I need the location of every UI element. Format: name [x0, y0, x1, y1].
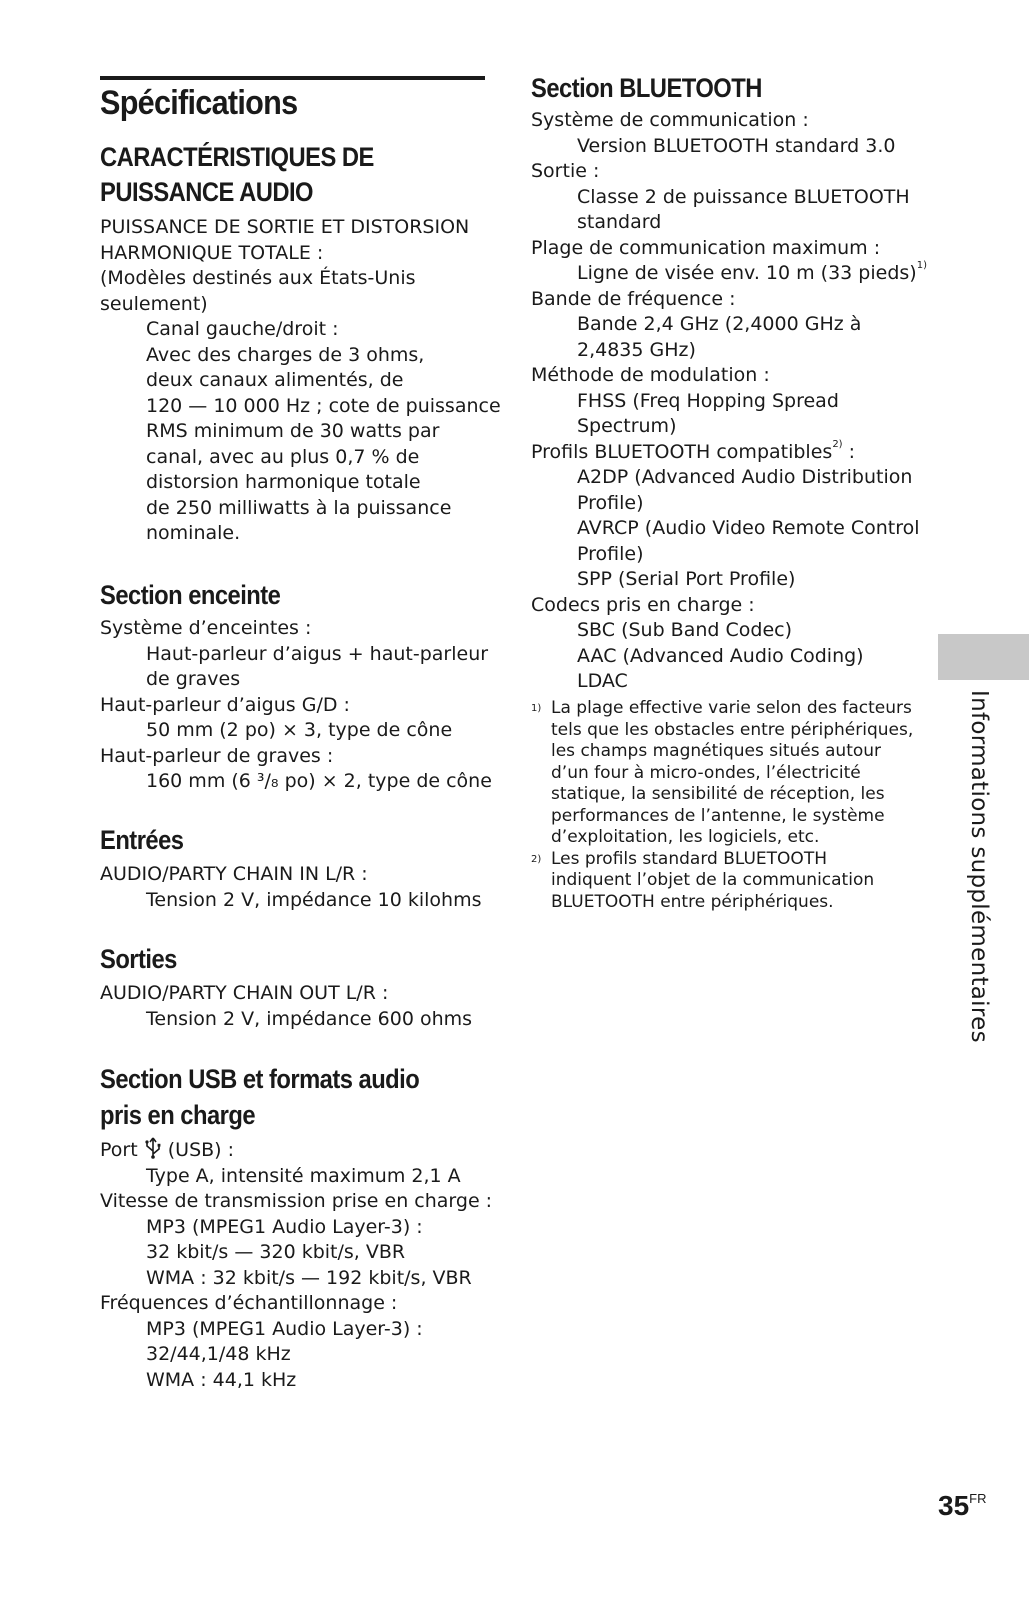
spec-value-line [100, 317, 501, 343]
entrees-spec-block [100, 862, 482, 913]
spec-value-line [100, 1215, 492, 1241]
footnote-text: d’un four à micro-ondes, l’électricité [551, 762, 861, 783]
title-rule [100, 76, 485, 80]
spec-text: Système de communication : [531, 109, 809, 131]
spec-label-line [100, 215, 501, 241]
footnote-line [531, 720, 931, 742]
spec-value-line [531, 414, 927, 440]
spec-value-line [531, 516, 927, 542]
spec-text: 32/44,1/48 kHz [146, 1343, 291, 1365]
page-number [938, 1490, 987, 1522]
spec-text: RMS minimum de 30 watts par [146, 420, 440, 442]
spec-value-line [100, 394, 501, 420]
footnote-text: BLUETOOTH entre périphériques. [551, 891, 834, 912]
usb-icon [144, 1137, 162, 1159]
footnote-text: d’exploitation, les logiciels, etc. [551, 827, 820, 847]
spec-value-line [100, 521, 501, 547]
spec-value-line [100, 445, 501, 471]
footnote-1 [531, 698, 931, 849]
spec-text: Avec des charges de 3 ohms, [146, 343, 425, 366]
footnote-line [531, 698, 931, 720]
spec-text: de 250 milliwatts à la puissance [146, 496, 452, 519]
footnote-2 [531, 849, 931, 914]
footnote-ref: 1) [916, 260, 927, 271]
spec-value-line [100, 368, 501, 394]
spec-label-line [100, 693, 492, 719]
spec-text: SPP (Serial Port Profile) [577, 568, 796, 590]
footnote-line [531, 784, 931, 806]
spec-text: Bande de fréquence : [531, 287, 736, 310]
spec-value-line [531, 567, 927, 593]
spec-label-line [100, 241, 501, 267]
spec-text: Canal gauche/droit : [146, 318, 339, 340]
spec-value-line [531, 185, 927, 211]
spec-text: 160 mm (6 ³/₈ po) × 2, type de cône [146, 770, 492, 792]
spec-label-line [531, 159, 927, 185]
spec-text: MP3 (MPEG1 Audio Layer-3) : [146, 1317, 423, 1340]
spec-label-line [531, 287, 927, 313]
spec-value-line [100, 1368, 492, 1394]
spec-text: Classe 2 de puissance BLUETOOTH [577, 185, 910, 208]
spec-text: 120 — 10 000 Hz ; cote de puissance [146, 394, 501, 417]
spec-text: Vitesse de transmission prise en charge : [100, 1190, 493, 1212]
spec-value-line [100, 642, 492, 668]
spec-text: Tension 2 V, impédance 10 kilohms [146, 888, 482, 911]
usb-port-line [100, 1137, 492, 1164]
spec-text: Plage de communication maximum : [531, 236, 881, 259]
usb-spec-block [100, 1137, 492, 1393]
spec-text: LDAC [577, 670, 628, 692]
spec-text: A2DP (Advanced Audio Distribution [577, 466, 913, 488]
spec-text: Tension 2 V, impédance 600 ohms [146, 1007, 473, 1030]
page-title: Spécifications [100, 84, 298, 122]
usb-port-prefix: Port [100, 1139, 138, 1161]
spec-label-line [100, 981, 472, 1007]
spec-label-line [100, 616, 492, 642]
sorties-spec-block [100, 981, 472, 1032]
spec-text: Codecs pris en charge : [531, 593, 755, 616]
spec-text: (Modèles destinés aux États-Unis [100, 267, 416, 289]
footnote-line [531, 827, 931, 849]
usb-spec-lines [100, 1164, 492, 1394]
spec-text: nominale. [146, 522, 241, 544]
spec-text: de graves [146, 668, 241, 690]
spec-text: Système d’enceintes : [100, 617, 312, 639]
spec-value-line [100, 1317, 492, 1343]
footnote-ref: 2) [832, 438, 843, 450]
footnote-text: Les profils standard BLUETOOTH [551, 848, 827, 869]
footnote-text: tels que les obstacles entre périphériques, [551, 719, 914, 740]
spec-label-line [100, 292, 501, 318]
footnote-line [531, 892, 931, 914]
spec-text: standard [577, 211, 662, 233]
spec-label-line [100, 1189, 492, 1215]
spec-label-line [531, 593, 927, 619]
spec-label-line [531, 363, 927, 389]
spec-text: Spectrum) [577, 415, 677, 437]
spec-text: Bande 2,4 GHz (2,4000 GHz à [577, 313, 862, 335]
spec-text: Profile) [577, 542, 644, 565]
usb-port-suffix: (USB) : [167, 1139, 235, 1161]
spec-label-line [531, 440, 927, 466]
spec-value-line [100, 470, 501, 496]
spec-text: 2,4835 GHz) [577, 338, 696, 361]
footnote-line [531, 741, 931, 763]
side-section-label: Informations supplémentaires [966, 690, 992, 1043]
footnote-line [531, 870, 931, 892]
spec-text: WMA : 44,1 kHz [146, 1368, 297, 1391]
spec-label-line [100, 1291, 492, 1317]
spec-label-line [531, 108, 927, 134]
spec-value-line [531, 669, 927, 695]
footnote-number: 1) [531, 703, 542, 714]
spec-text: HARMONIQUE TOTALE : [100, 241, 324, 264]
spec-text: SBC (Sub Band Codec) [577, 619, 793, 641]
spec-value-line [100, 888, 482, 914]
footnote-text: statique, la sensibilité de réception, les [551, 784, 885, 804]
spec-value-line [100, 718, 492, 744]
spec-text: AVRCP (Audio Video Remote Control [577, 517, 920, 539]
heading-bluetooth: Section BLUETOOTH [531, 73, 762, 103]
section-tab [938, 634, 1029, 680]
spec-text: deux canaux alimentés, de [146, 369, 404, 391]
spec-label-line [100, 862, 482, 888]
spec-label-line [100, 744, 492, 770]
heading-enceinte: Section enceinte [100, 580, 281, 610]
spec-text: 50 mm (2 po) × 3, type de cône [146, 719, 453, 741]
spec-value-line [531, 312, 927, 338]
spec-text: MP3 (MPEG1 Audio Layer-3) : [146, 1215, 423, 1238]
spec-text: Sortie : [531, 160, 600, 182]
spec-value-line [531, 491, 927, 517]
spec-label-line [531, 236, 927, 262]
heading-usb-line2: pris en charge [100, 1100, 256, 1130]
footnote-line [531, 849, 931, 871]
footnote-text: performances de l’antenne, le système [551, 805, 885, 826]
spec-text: Profile) [577, 491, 644, 514]
footnotes [531, 698, 931, 913]
heading-audio-line1: CARACTÉRISTIQUES DE [100, 142, 374, 172]
spec-value-line [100, 419, 501, 445]
spec-text: Profils BLUETOOTH compatibles [531, 440, 833, 463]
audio-spec-block [100, 215, 501, 547]
spec-value-line [100, 496, 501, 522]
spec-text: AUDIO/PARTY CHAIN OUT L/R : [100, 982, 389, 1004]
spec-value-line [100, 769, 492, 795]
spec-value-line [100, 667, 492, 693]
spec-text: canal, avec au plus 0,7 % de [146, 445, 420, 468]
spec-value-line [100, 1007, 472, 1033]
heading-audio-line2: PUISSANCE AUDIO [100, 177, 313, 207]
spec-value-line [531, 644, 927, 670]
spec-value-line [531, 465, 927, 491]
spec-label-line [100, 266, 501, 292]
spec-value-line [531, 261, 927, 287]
spec-text: distorsion harmonique totale [146, 471, 421, 493]
spec-text: AUDIO/PARTY CHAIN IN L/R : [100, 863, 368, 885]
spec-text: AAC (Advanced Audio Coding) [577, 644, 864, 667]
footnote-text: La plage effective varie selon des facteurs [551, 698, 912, 718]
page-lang: FR [969, 1491, 987, 1506]
enceinte-spec-block [100, 616, 492, 795]
spec-value-line [531, 134, 927, 160]
heading-sorties: Sorties [100, 944, 177, 974]
spec-text: Version BLUETOOTH standard 3.0 [577, 134, 896, 157]
spec-text: Haut-parleur d’aigus G/D : [100, 693, 350, 716]
spec-value-line [531, 210, 927, 236]
spec-value-line [100, 1342, 492, 1368]
footnote-line [531, 763, 931, 785]
spec-text: Haut-parleur de graves : [100, 744, 334, 767]
spec-text-suffix: : [842, 440, 856, 463]
page-number-value: 35 [938, 1490, 970, 1521]
spec-text: Fréquences d’échantillonnage : [100, 1292, 398, 1314]
spec-text: WMA : 32 kbit/s — 192 kbit/s, VBR [146, 1266, 472, 1289]
footnote-line [531, 806, 931, 828]
spec-value-line [100, 1164, 492, 1190]
footnote-text: les champs magnétiques situés autour [551, 741, 882, 761]
spec-text: Haut-parleur d’aigus + haut-parleur [146, 642, 489, 665]
spec-value-line [531, 389, 927, 415]
spec-text: seulement) [100, 292, 208, 315]
spec-text: Ligne de visée env. 10 m (33 pieds) [577, 262, 917, 284]
spec-text: FHSS (Freq Hopping Spread [577, 389, 839, 412]
spec-value-line [100, 343, 501, 369]
spec-value-line [531, 618, 927, 644]
bluetooth-spec-block [531, 108, 927, 695]
spec-value-line [531, 542, 927, 568]
spec-text: Type A, intensité maximum 2,1 A [146, 1164, 461, 1187]
spec-value-line [100, 1240, 492, 1266]
heading-entrees: Entrées [100, 825, 184, 855]
spec-text: 32 kbit/s — 320 kbit/s, VBR [146, 1241, 406, 1263]
spec-text: PUISSANCE DE SORTIE ET DISTORSION [100, 216, 470, 238]
heading-usb-line1: Section USB et formats audio [100, 1064, 420, 1094]
footnote-number: 2) [531, 853, 542, 865]
spec-value-line [100, 1266, 492, 1292]
spec-text: Méthode de modulation : [531, 364, 770, 386]
spec-value-line [531, 338, 927, 364]
footnote-text: indiquent l’objet de la communication [551, 870, 875, 890]
